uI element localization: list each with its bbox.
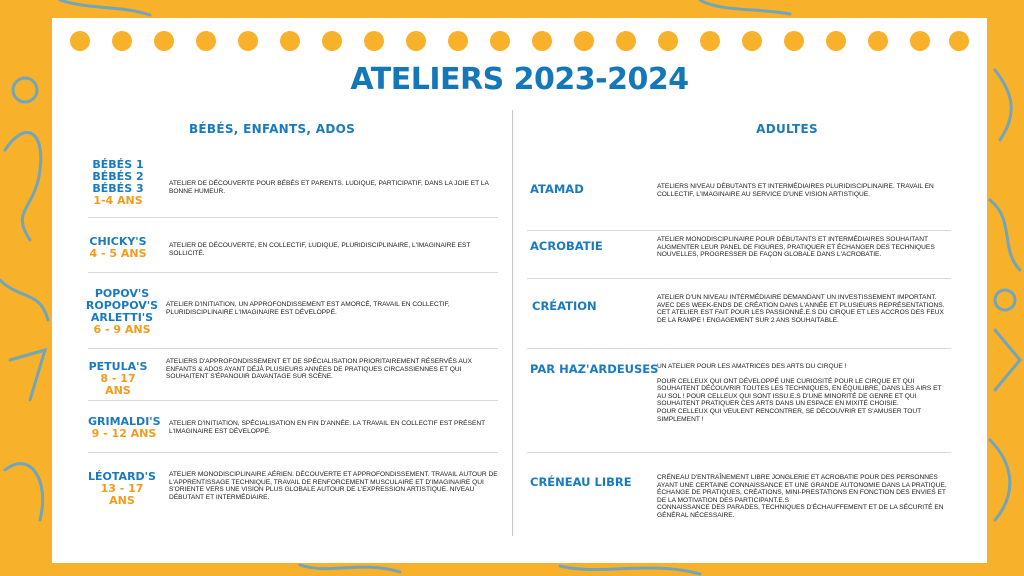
row-divider [527,230,951,231]
row-divider [88,348,498,349]
workshop-name: BÉBÉS 1 [92,158,144,171]
workshop-description: ATELIER DE DÉCOUVERTE, EN COLLECTIF, LUDIQUE, PLURIDISCIPLINAIRE, L'IMAGINAIRE EST SOLLICITÉ. [169,242,471,257]
workshop-name: ROPOPOV'S [85,299,159,312]
description-line: POUR CELLEUX QUI VEULENT RENCONTRER, SE DÉCOUVRIR ET S'AMUSER TOUT SIMPLEMENT ! [657,407,922,423]
workshop-acrobatie: ACROBATIE [530,239,603,253]
column-divider [512,110,513,536]
description-line: UN ATELIER POUR LES AMATRICES DES ARTS DU CIRQUE ! [657,363,847,370]
workshop-atamad: ATAMAD [530,182,584,196]
binder-hole [949,31,969,51]
binder-hole [154,31,174,51]
binder-hole [238,31,258,51]
binder-hole [700,31,720,51]
left-column-heading: BÉBÉS, ENFANTS, ADOS [188,122,356,136]
workshop-par-hazardeuses: PAR HAZ'ARDEUSES [530,362,659,376]
binder-hole [574,31,594,51]
binder-hole [406,31,426,51]
workshop-grimaldis [88,416,160,440]
workshop-leotards [88,471,156,507]
age-range: 4 - 5 ANS [89,247,147,260]
description-line: CONNAISSANCE DES PARADES, TECHNIQUES D'ÉCHAUFFEMENT ET DE LA SÉCURITÉ EN GÉNÉRAL NÉCESSAIRE. [657,504,944,519]
workshop-creation: CRÉATION [532,299,597,313]
workshop-name: BÉBÉS 2 [92,170,144,183]
binder-hole [910,31,930,51]
row-divider [527,278,951,279]
workshop-description: ATELIERS NIVEAU DÉBUTANTS ET INTERMÉDIAIRES PLURIDISCIPLINAIRE. TRAVAIL EN COLLECTIF, L'IMAGINAIRE AU SERVICE D'UNE VISION ARTISTIQUE. [657,183,934,198]
row-divider [88,217,498,218]
workshop-description: ATELIER DE DÉCOUVERTE POUR BÉBÉS ET PARENTS. LUDIQUE, PARTICIPATIF, DANS LA JOIE ET LA BONNE HUMEUR. [169,180,489,195]
description-line: CRÉNEAU D'ENTRAÎNEMENT LIBRE JONGLERIE ET ACROBATIE POUR DES PERSONNES AYANT UNE CERTAINE CONNAISSANCE ET UNE GRANDE AUTONOMIE DANS LA PRATIQUE. ÉCHANGE DE PRATIQUES, CRÉATIONS, MINI-PRESTATIONS EN FONCTION DES ENVIES ET DE LA MOTIVATION DES PARTICIPANT.E.S [657,474,947,504]
age-range: 9 - 12 ANS [91,427,157,440]
workshop-description: ATELIER D'INITIATION, UN APPROFONDISSEMENT EST AMORCÉ, TRAVAIL EN COLLECTIF, PLURIDISCIPLINAIRE L'IMAGINAIRE EST DÉVELOPPÉ. [166,301,450,316]
description-line: POUR CELLEUX QUI ONT DÉVELOPPÉ UNE CURIOSITÉ POUR LE CIRQUE ET QUI SOUHAITENT DÉCOUVRIR TOUTES LES TECHNIQUES, EN ÉQUILIBRE, DANS LES AIRS ET AU SOL ! POUR CELLEUX QUI SONT ISSU.E.S D'UNE MINORITÉ DE GENRE ET QUI SOUHAITENT PRATIQUER CES ARTS DANS UN ESPACE EN MIXITÉ CHOISIE. [657,377,942,408]
content-card [52,18,987,563]
workshop-description [657,474,947,520]
right-column-heading: ADULTES [756,122,818,136]
workshop-creneau-libre: CRÉNEAU LIBRE [530,475,632,489]
binder-hole [70,31,90,51]
row-divider [88,400,498,401]
binder-hole [532,31,552,51]
workshop-name: GRIMALDI'S [88,415,161,428]
workshop-petulas [88,361,148,397]
workshop-bebes [88,159,148,207]
binder-hole [280,31,300,51]
workshop-description: ATELIER D'INITIATION, SPÉCIALISATION EN FIN D'ANNÉE. LA TRAVAIL EN COLLECTIF EST PRÉSENT L'IMAGINAIRE EST DÉVELOPPÉ. [169,420,486,435]
page-title: ATELIERS 2023-2024 [350,62,689,97]
workshop-name: ARLETTI'S [90,311,154,324]
age-range: 13 - 17 ANS [100,482,144,507]
binder-hole [784,31,804,51]
binder-hole [196,31,216,51]
binder-hole [364,31,384,51]
workshop-name: LÉOTARD'S [88,470,156,483]
binder-hole [448,31,468,51]
row-divider [88,452,498,453]
age-range: 8 - 17 ANS [100,372,136,397]
workshop-name: PETULA'S [88,360,148,373]
binder-hole [826,31,846,51]
workshop-description: ATELIER D'UN NIVEAU INTERMÉDIAIRE DEMANDANT UN INVESTISSEMENT IMPORTANT. AVEC DES WEEK-ENDS DE CRÉATION DANS L'ANNÉE ET PLUSIEURS REPRÉSENTATIONS. CET ATELIER EST FAIT POUR LES PASSIONNÉ.E.S DU CIRQUE ET LES ACCROS DES FEUX DE LA RAMPE ! ENGAGEMENT SUR 2 ANS SOUHAITABLE. [657,294,945,324]
workshop-description: ATELIER MONODISCIPLINAIRE AÉRIEN. DÉCOUVERTE ET APPROFONDISSEMENT. TRAVAIL AUTOUR DE L'APPRENTISSAGE TECHNIQUE, TRAVAIL DE RENFORCEMENT MUSCULAIRE ET D'IMAGINAIRE QUI S'ORIENTE VERS UNE VISION PLUS GLOBALE AUTOUR DE L'EXPRESSION ARTISTIQUE. NIVEAU DÉBUTANT ET INTERMÉDIAIRE. [169,471,498,501]
workshop-description [657,363,947,423]
binder-hole [658,31,678,51]
row-divider [527,348,951,349]
workshop-description: ATELIERS D'APPROFONDISSEMENT ET DE SPÉCIALISATION PRIORITAIREMENT RÉSERVÉS AUX ENFANTS & ADOS AYANT DÉJÀ PLUSIEURS ANNÉES DE PRATIQUES CIRCASSIENNES ET QUI SOUHAITENT S'ÉPANOUIR DAVANTAGE SUR SCÈNE. [166,358,472,381]
workshop-name: BÉBÉS 3 [92,182,144,195]
binder-hole [490,31,510,51]
binder-holes [70,31,969,51]
workshop-popovs [82,288,162,336]
binder-hole [868,31,888,51]
workshop-name: CHICKY'S [89,235,147,248]
workshop-chickys [88,236,148,260]
spacer [657,371,947,378]
row-divider [88,272,498,273]
age-range: 1-4 ANS [93,194,143,207]
binder-hole [616,31,636,51]
binder-hole [322,31,342,51]
workshop-name: POPOV'S [94,287,150,300]
age-range: 6 - 9 ANS [93,323,151,336]
binder-hole [112,31,132,51]
binder-hole [742,31,762,51]
workshop-description: ATELIER MONODISCIPLINAIRE POUR DÉBUTANTS ET INTERMÉDIAIRES SOUHAITANT AUGMENTER LEUR PANEL DE FIGURES, PRATIQUER ET ÉCHANGER DES TECHNIQUES NOUVELLES, PROGRESSER DE FAÇON GLOBALE DANS L'ACROBATIE. [657,236,935,259]
row-divider [527,452,951,453]
